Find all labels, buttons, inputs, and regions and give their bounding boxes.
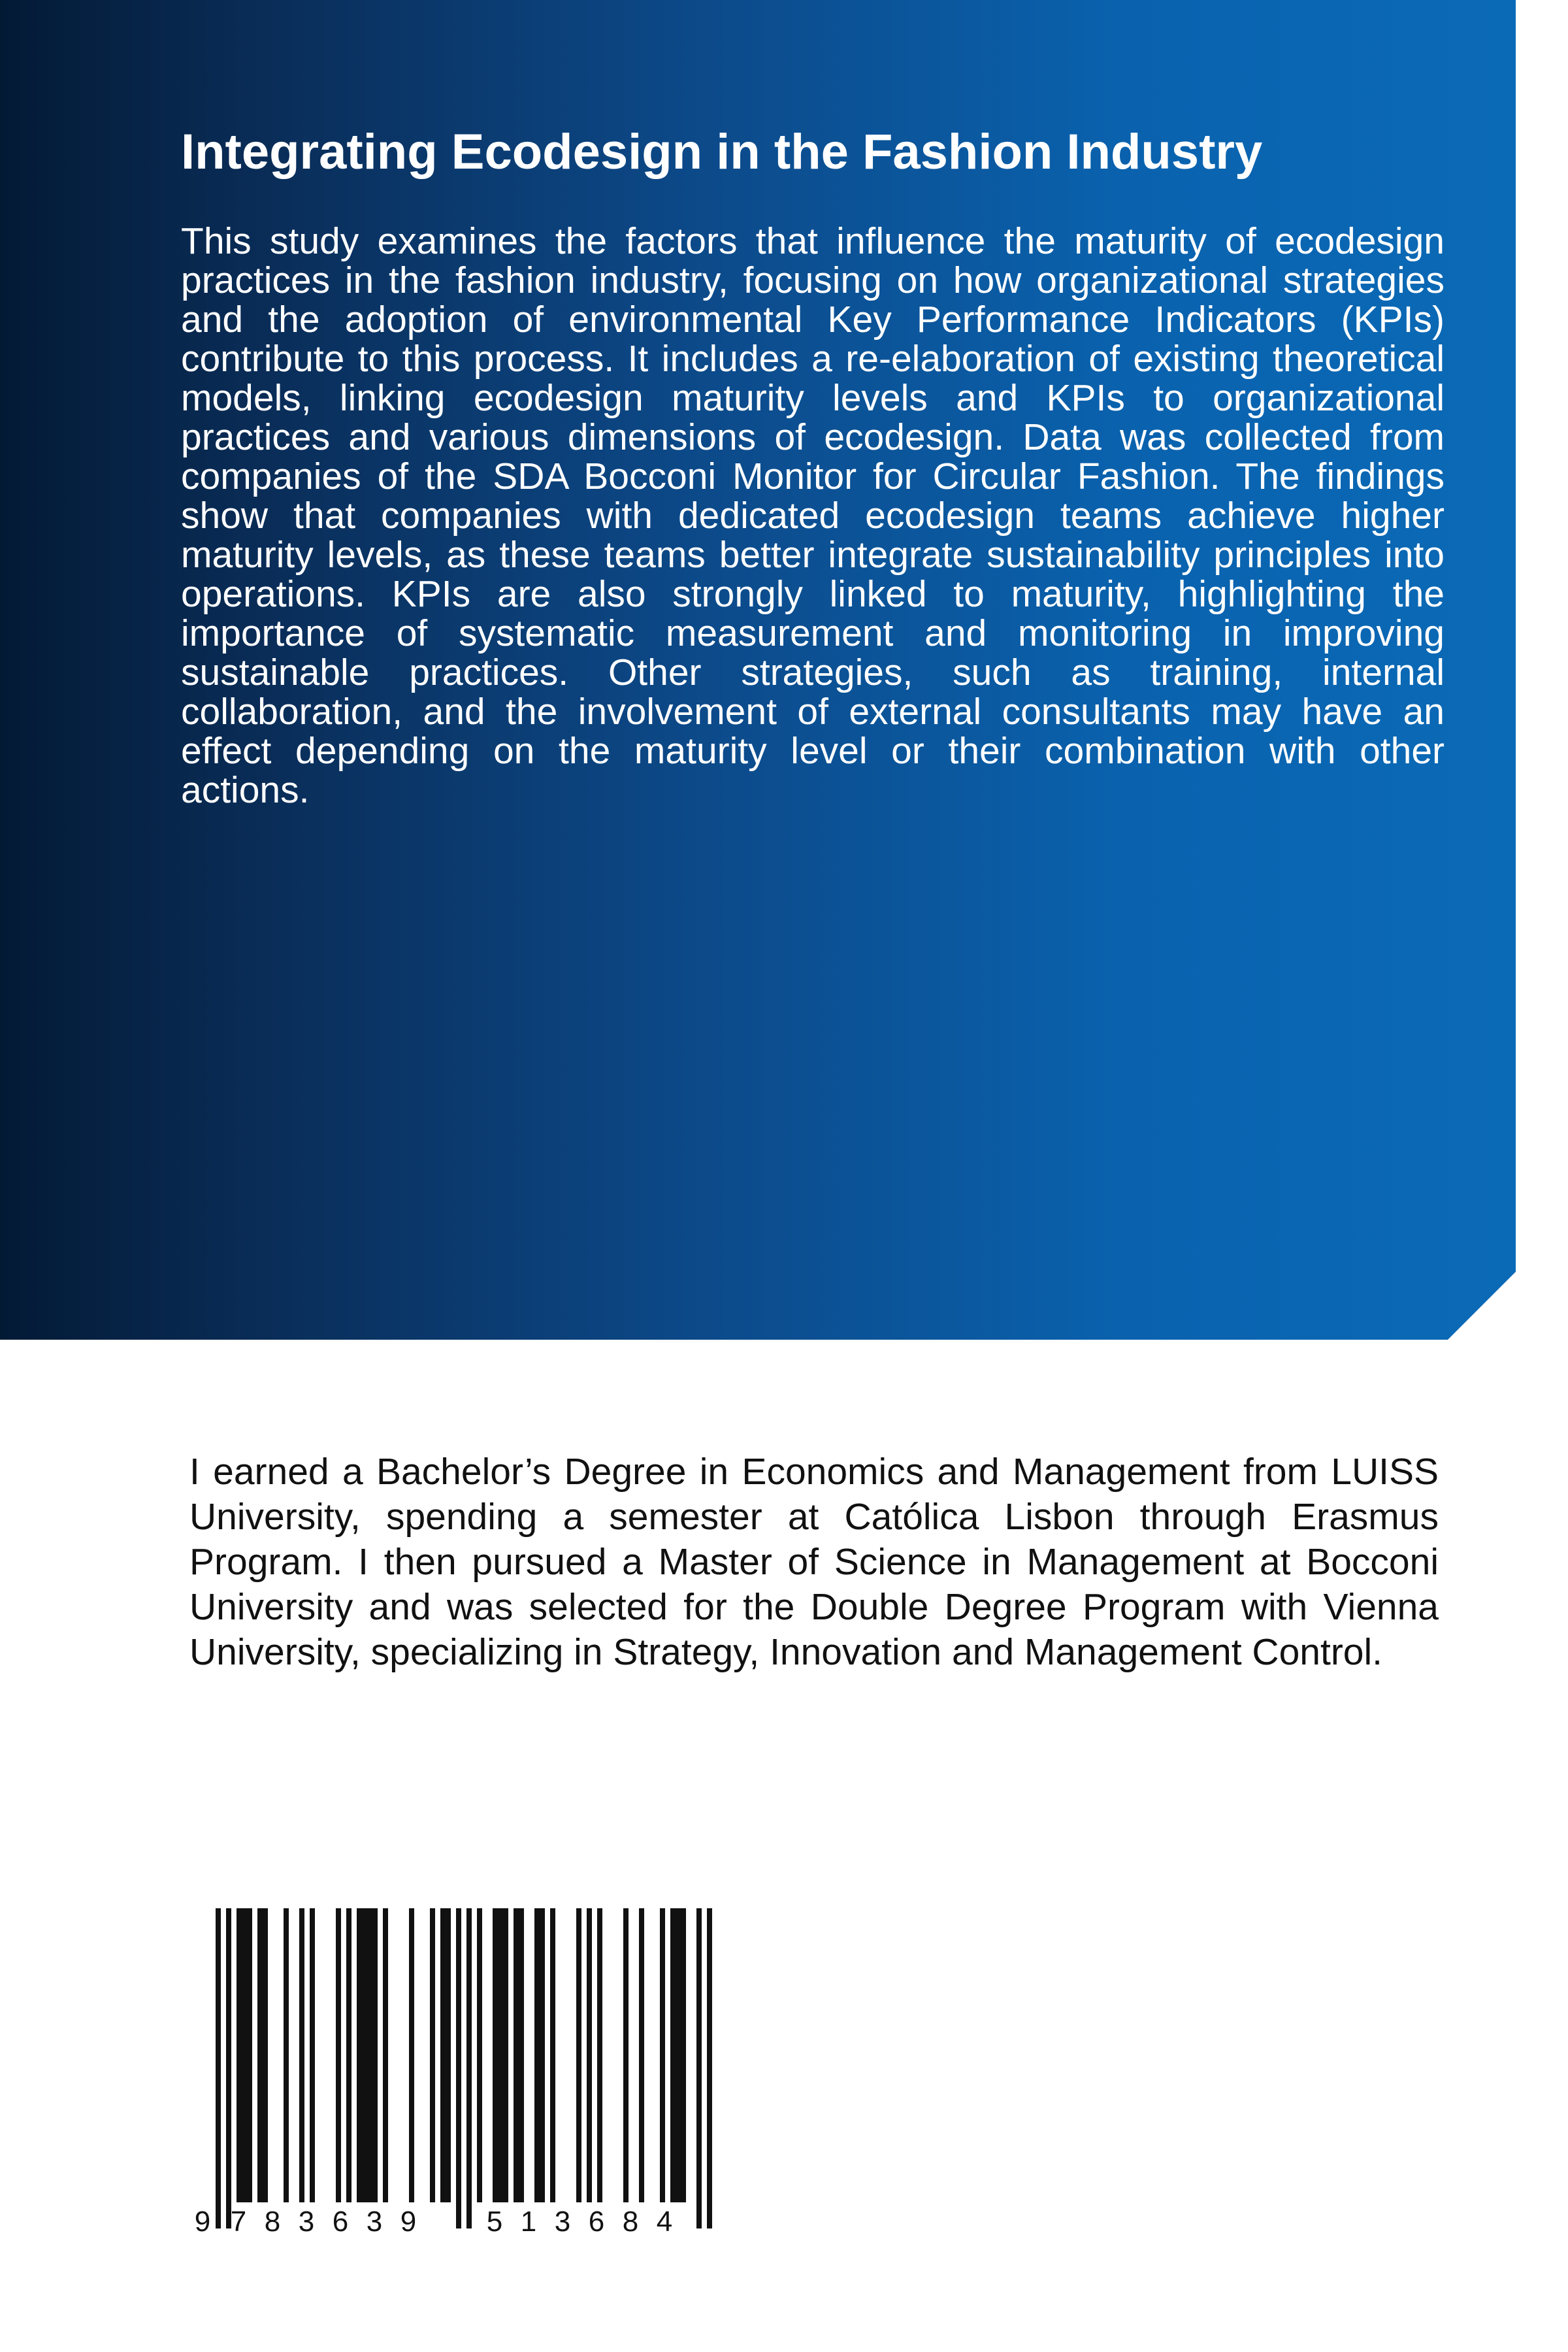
barcode-digit: 6 <box>332 2206 349 2238</box>
barcode-bar <box>670 1908 686 2202</box>
barcode-bar <box>660 1908 665 2202</box>
barcode-digit: 4 <box>656 2206 673 2238</box>
barcode-digit: 9 <box>194 2206 211 2238</box>
barcode-bar <box>299 1908 304 2202</box>
barcode-bar <box>707 1908 712 2228</box>
barcode-bar <box>534 1908 545 2202</box>
barcode-digit: 3 <box>554 2206 571 2238</box>
barcode-bar <box>440 1908 451 2202</box>
barcode-digit: 6 <box>588 2206 605 2238</box>
barcode-digit: 8 <box>264 2206 281 2238</box>
barcode-bar <box>587 1908 592 2202</box>
barcode-bar <box>430 1908 435 2202</box>
page-edge <box>1516 0 1568 2352</box>
barcode-bar <box>237 1908 252 2202</box>
barcode-bar <box>336 1908 341 2202</box>
barcode-bar <box>514 1908 524 2202</box>
barcode-digit: 8 <box>622 2206 639 2238</box>
author-bio: I earned a Bachelor’s Degree in Economics and Management from LUISS University, spending a semester at Católica Lisbon through Erasmus Program. I then pursued a Master of Science in Management at Bocconi University and was selected for the Double Degree Program with Vienna University, specializing in Strategy, Innovation and Management Control. <box>189 1451 1439 1673</box>
book-title: Integrating Ecodesign in the Fashion Industry <box>181 124 1263 180</box>
barcode-bar <box>576 1908 581 2202</box>
isbn-barcode <box>189 1908 751 2242</box>
barcode-digit: 7 <box>230 2206 247 2238</box>
barcode-bar <box>346 1908 351 2202</box>
barcode-bar <box>550 1908 555 2202</box>
barcode-digit: 3 <box>298 2206 315 2238</box>
book-abstract: This study examines the factors that influence the maturity of ecodesign practices in the fashion industry, focusing on how organizational strategies and the adoption of environmental Key Performance Indicators (KPIs) contribute to this process. It includes a re-elaboration of existing theoretical models, linking ecodesign maturity levels and KPIs to organizational practices and various dimensions of ecodesign. Data was collected from companies of the SDA Bocconi Monitor for Circular Fashion. The findings show that companies with dedicated ecodesign teams achieve higher maturity levels, as these teams better integrate sustainability principles into operations. KPIs are also strongly linked to maturity, highlighting the importance of systematic measurement and monitoring in improving sustainable practices. Other strategies, such as training, internal collaboration, and the involvement of external consultants may have an effect depending on the maturity level or their combination with other actions. <box>181 220 1445 811</box>
barcode-bar <box>284 1908 289 2202</box>
barcode-bar <box>310 1908 315 2202</box>
barcode-bar <box>226 1908 231 2228</box>
barcode-bar <box>456 1908 461 2228</box>
barcode-bar <box>493 1908 508 2202</box>
barcode-bar <box>597 1908 602 2202</box>
barcode-digit: 1 <box>520 2206 537 2238</box>
barcode-bar <box>623 1908 629 2202</box>
barcode-bar <box>216 1908 221 2228</box>
barcode-bar <box>257 1908 268 2202</box>
barcode-bar <box>383 1908 388 2202</box>
barcode-digit: 9 <box>400 2206 417 2238</box>
barcode-digit: 5 <box>486 2206 503 2238</box>
barcode-digit: 3 <box>366 2206 383 2238</box>
barcode-bars <box>189 1908 751 2242</box>
barcode-bar <box>357 1908 378 2202</box>
barcode-bar <box>477 1908 482 2202</box>
barcode-bar <box>409 1908 414 2202</box>
barcode-bar <box>696 1908 702 2228</box>
barcode-bar <box>639 1908 644 2202</box>
barcode-bar <box>466 1908 472 2228</box>
